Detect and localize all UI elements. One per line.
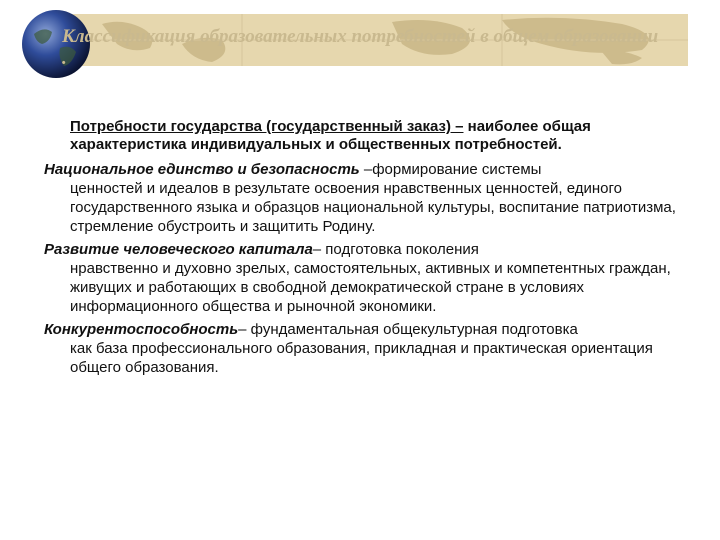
item-first-line: подготовка поколения — [321, 241, 479, 258]
lead-rest: наиболее общая характеристика индивидуальных и общественных потребностей. — [70, 118, 591, 153]
lead-paragraph — [70, 118, 694, 154]
list-item — [44, 160, 694, 236]
item-continuation: нравственно и духовно зрелых, самостоятельных, активных и компетентных граждан, живущих и работающих в свободной демократической стране в условиях информационного общества и рыночной экономики. — [70, 260, 671, 315]
item-dash: – — [312, 241, 322, 258]
item-heading: Конкурентоспособность — [44, 321, 239, 338]
page-title: Классификация образовательных потребностей в общем образовании . — [62, 26, 659, 69]
list-item — [44, 240, 694, 316]
item-continuation: как база профессионального образования, прикладная и практическая ориентация общего образования. — [70, 340, 653, 376]
item-dash: – — [359, 161, 373, 178]
item-heading: Развитие человеческого капитала — [44, 241, 313, 258]
list-item — [44, 320, 694, 377]
item-continuation: ценностей и идеалов в результате освоения нравственных ценностей, единого государственного языка и образцов национальной культуры, воспитание патриотизма, стремление обустроить и защитить Родину. — [70, 180, 676, 235]
item-first-line: фундаментальная общекультурная подготовка — [246, 321, 578, 338]
item-dash: – — [238, 321, 247, 338]
content-body — [44, 118, 694, 381]
item-heading: Национальное единство и безопасность — [44, 161, 360, 178]
item-first-line: формирование системы — [372, 161, 542, 178]
lead-underlined: Потребности государства (государственный заказ) – — [70, 118, 464, 135]
